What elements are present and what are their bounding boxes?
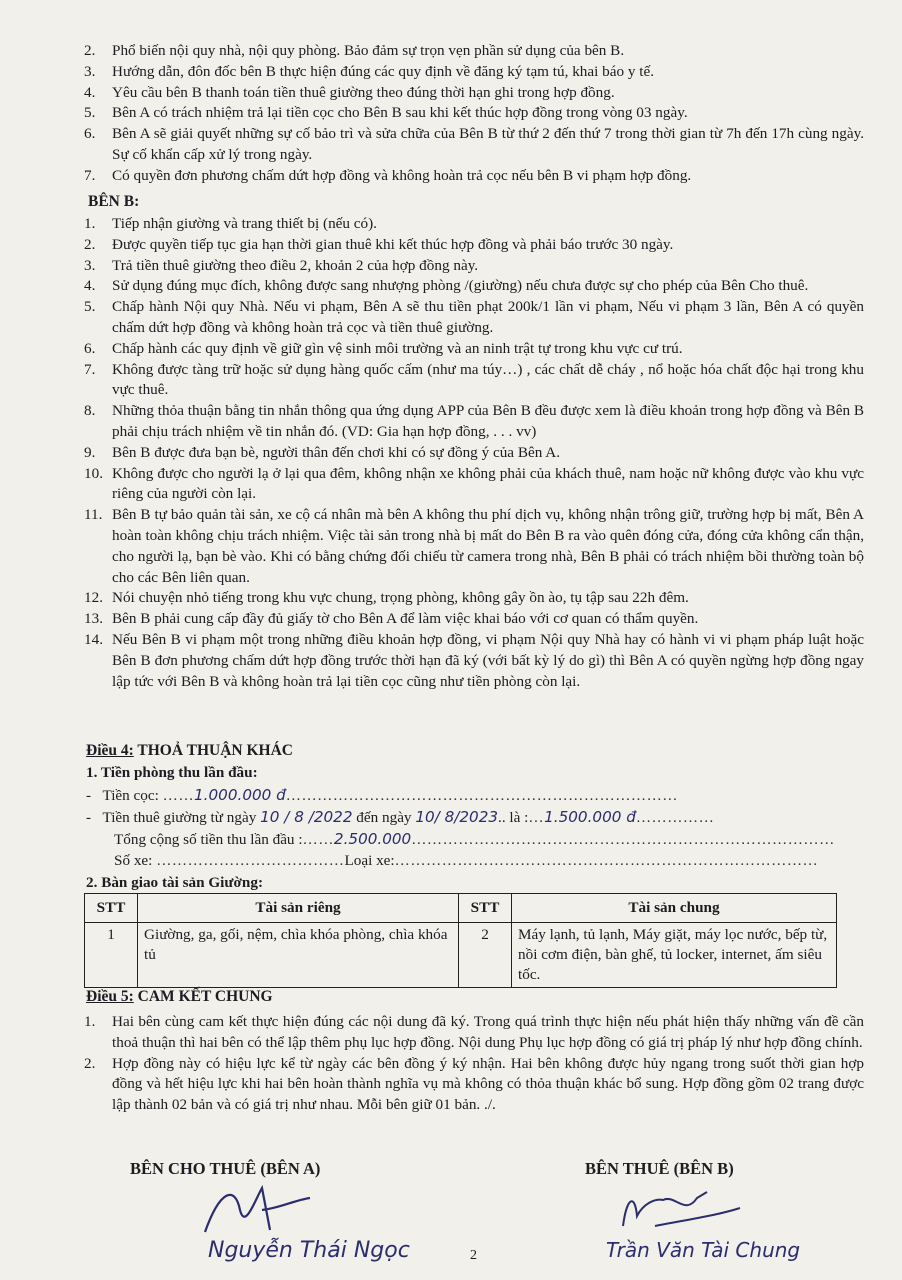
list-item xyxy=(84,1012,864,1054)
col-stt-2: STT xyxy=(459,894,512,923)
tien-thue-to: 10/ 8/2023 xyxy=(415,808,499,826)
so-xe-line: Số xe: ………………………………Loại xe:……………………………………………………………………… xyxy=(114,852,819,869)
list-item-number: 5. xyxy=(84,298,96,316)
party-a-signature xyxy=(200,1180,320,1240)
party-a-name: Nguyễn Thái Ngọc xyxy=(208,1238,410,1263)
list-item-text: Không được cho người lạ ở lại qua đêm, không nhận xe không phải của khách thuê, nam hoặc nữ không được vào khu vực riêng của người còn lại. xyxy=(112,464,864,503)
list-item xyxy=(84,588,864,609)
list-item-text: Sử dụng đúng mục đích, không được sang nhượng phòng /(giường) nếu chưa được sự cho phép của Bên Cho thuê. xyxy=(112,277,809,295)
tong-cong-line: Tổng cộng số tiền thu lần đầu :……2.500.000……………………………………………………………………… xyxy=(114,830,835,848)
dieu-5-list xyxy=(84,1012,864,1116)
list-item-number: 2. xyxy=(84,1054,96,1072)
ben-a-obligations-list xyxy=(84,41,864,187)
dieu-4-sub-1: 1. Tiền phòng thu lần đầu: xyxy=(86,764,258,781)
col-tai-san-rieng: Tài sản riêng xyxy=(138,894,459,923)
loai-xe-label: Loại xe: xyxy=(344,852,395,869)
list-item-text: Chấp hành Nội quy Nhà. Nếu vi phạm, Bên A sẽ thu tiền phạt 200k/1 lần vi phạm, Nếu vi phạm 3 lần, Bên A có quyền chấm dứt hợp đồng và không hoàn trả cọc và tiền thuê giường. xyxy=(112,298,864,336)
tien-thue-la: .. là : xyxy=(498,809,529,826)
tien-thue-label: Tiền thuê giường từ ngày xyxy=(102,809,261,826)
list-item-number: 7. xyxy=(84,360,96,378)
tien-coc-line: - Tiền cọc: ……1.000.000 đ………………………………………………………………… xyxy=(86,786,678,804)
list-item xyxy=(84,83,864,104)
list-item-text: Bên B phải cung cấp đầy đủ giấy tờ cho Bên A để làm việc khai báo với cơ quan có thẩm quyền. xyxy=(112,610,699,628)
list-item xyxy=(84,62,864,83)
tai-san-chung-cell: Máy lạnh, tủ lạnh, Máy giặt, máy lọc nước, bếp từ, nồi cơm điện, bàn ghế, tủ locker, internet, ấm siêu tốc. xyxy=(512,923,837,988)
tien-thue-value: 1.500.000 đ xyxy=(544,808,636,826)
dieu-5-title xyxy=(86,988,273,1006)
dieu-4-title xyxy=(86,742,293,760)
list-item-text: Bên A có trách nhiệm trả lại tiền cọc cho Bên B sau khi kết thúc hợp đồng trong vòng 03 ngày. xyxy=(112,104,688,122)
col-stt-1: STT xyxy=(85,894,138,923)
list-item-text: Không được tàng trữ hoặc sử dụng hàng quốc cấm (như ma túy…) , các chất dễ cháy , nổ hoặc hóa chất độc hại trong khu vực thuê. xyxy=(112,360,864,399)
ben-b-heading: BÊN B: xyxy=(88,193,140,210)
tong-cong-label: Tổng cộng số tiền thu lần đầu : xyxy=(114,831,303,848)
list-item-number: 3. xyxy=(84,62,96,80)
party-b-signature xyxy=(615,1186,745,1236)
list-item-number: 2. xyxy=(84,42,96,59)
list-item-number: 9. xyxy=(84,443,96,461)
list-item xyxy=(84,235,864,256)
list-item-number: 8. xyxy=(84,402,96,420)
list-item-number: 14. xyxy=(84,630,103,648)
dieu-5-label: Điều 5: xyxy=(86,988,134,1005)
list-item-text: Bên B được đưa bạn bè, người thân đến chơi khi có sự đồng ý của Bên A. xyxy=(112,443,561,461)
list-item-text: Trả tiền thuê giường theo điều 2, khoản 2 của hợp đồng này. xyxy=(112,256,479,274)
list-item-number: 6. xyxy=(84,339,96,357)
dieu-5-title-text: CAM KẾT CHUNG xyxy=(133,988,273,1005)
tai-san-rieng-cell: Giường, ga, gối, nệm, chìa khóa phòng, chìa khóa tủ xyxy=(138,923,459,988)
list-item-text: Chấp hành các quy định về giữ gìn vệ sinh môi trường và an ninh trật tự trong khu vực cư trú. xyxy=(112,339,683,357)
ben-b-obligations-list xyxy=(84,214,864,692)
page-number: 2 xyxy=(470,1248,477,1263)
so-xe-label: Số xe: xyxy=(114,852,157,869)
list-item-text: Bên A sẽ giải quyết những sự cố bảo trì và sửa chữa của Bên B từ thứ 2 đến thứ 7 trong thời gian từ 7h đến 17h cùng ngày. Sự cố khẩn cấp xử lý trong ngày. xyxy=(112,125,864,163)
list-item-text: Nếu Bên B vi phạm một trong những điều khoản hợp đồng, vi phạm Nội quy Nhà hay có hành vi vi phạm pháp luật hoặc Bên B đơn phương chấm dứt hợp đồng trước thời hạn đã ký (với bất kỳ lý do gì) thì Bên A có quyền ngừng hợp đồng ngay lập tức với Bên B và không hoàn trả lại tiền cọc cũng như tiền phòng còn lại. xyxy=(112,630,864,690)
list-item-text: Những thỏa thuận bằng tin nhắn thông qua ứng dụng APP của Bên B đều được xem là điều khoản trong hợp đồng và Bên B phải chịu trách nhiệm về tin nhắn đó. (VD: Gia hạn hợp đồng, . . . vv) xyxy=(112,402,864,440)
list-item-text: Bên B tự bảo quản tài sản, xe cộ cá nhân mà bên A không thu phí dịch vụ, không nhận trông giữ, trường hợp bị mất, Bên A hoàn toàn không chịu trách nhiệm. Việc tài sản trong nhà bị mất do Bên B ra vào quên đóng cửa, đóng cửa không cẩn thận, cho người lạ, bạn bè vào. Khi có bằng chứng đối chiếu từ camera trong nhà, Bên B phải có trách nhiệm bồi thường toàn bộ cho các Bên liên quan. xyxy=(112,506,864,586)
tien-coc-label: Tiền cọc: xyxy=(102,787,163,804)
stt-1-cell: 1 xyxy=(85,923,138,988)
list-item-number: 2. xyxy=(84,235,96,253)
list-item-text: Hướng dẫn, đôn đốc bên B thực hiện đúng các quy định về đăng ký tạm tú, khai báo y tế. xyxy=(112,62,655,80)
list-item-text: Yêu cầu bên B thanh toán tiền thuê giường theo đúng thời hạn ghi trong hợp đồng. xyxy=(112,83,615,101)
tien-thue-mid: đến ngày xyxy=(352,809,416,826)
list-item-number: 3. xyxy=(84,256,96,274)
list-item xyxy=(84,464,864,506)
list-item-text: Hợp đồng này có hiệu lực kể từ ngày các bên đồng ý ký nhận. Hai bên không được hủy ngang trong suốt thời gian hợp đồng và hết hiệu lực khi hai bên hoàn thành nghĩa vụ mà không có thỏa thuận khác bổ sung. Hợp đồng gồm 02 trang được lập thành 02 bản và có giá trị như nhau. Mỗi bên giữ 01 bản. ./. xyxy=(112,1054,864,1114)
party-b-title: BÊN THUÊ (BÊN B) xyxy=(585,1159,734,1178)
list-item xyxy=(84,609,864,630)
list-item xyxy=(84,630,864,692)
list-item xyxy=(84,276,864,297)
stt-2-cell: 2 xyxy=(459,923,512,988)
col-tai-san-chung: Tài sản chung xyxy=(512,894,837,923)
list-item-text: Tiếp nhận giường và trang thiết bị (nếu có). xyxy=(112,215,377,232)
asset-table-header-row xyxy=(85,894,837,923)
list-item-number: 10. xyxy=(84,464,103,482)
list-item xyxy=(84,103,864,124)
tong-cong-value: 2.500.000 xyxy=(333,830,412,848)
list-item xyxy=(84,339,864,360)
dieu-4-title-text: THOẢ THUẬN KHÁC xyxy=(133,742,293,759)
dieu-4-label: Điều 4: xyxy=(86,742,134,759)
list-item xyxy=(84,297,864,339)
list-item-number: 4. xyxy=(84,83,96,101)
list-item-text: Được quyền tiếp tục gia hạn thời gian thuê khi kết thúc hợp đồng và phải báo trước 30 ngày. xyxy=(112,235,674,253)
list-item-number: 12. xyxy=(84,589,103,607)
list-item-number: 6. xyxy=(84,125,96,143)
list-item xyxy=(84,256,864,277)
list-item-text: Phổ biến nội quy nhà, nội quy phòng. Bảo đảm sự trọn vẹn phần sử dụng của bên B. xyxy=(112,42,625,59)
list-item-number: 4. xyxy=(84,277,96,295)
list-item xyxy=(84,505,864,588)
list-item-number: 5. xyxy=(84,104,96,122)
list-item xyxy=(84,360,864,402)
list-item xyxy=(84,41,864,62)
tien-thue-line: - Tiền thuê giường từ ngày 10 / 8 /2022 đến ngày 10/ 8/2023.. là :…1.500.000 đ…………… xyxy=(86,808,715,826)
tien-coc-value: 1.000.000 đ xyxy=(194,786,286,804)
party-a-title: BÊN CHO THUÊ (BÊN A) xyxy=(130,1159,321,1178)
list-item-number: 1. xyxy=(84,215,96,232)
asset-table xyxy=(84,893,837,988)
list-item xyxy=(84,214,864,235)
list-item-number: 1. xyxy=(84,1013,96,1030)
list-item xyxy=(84,124,864,166)
list-item xyxy=(84,1054,864,1116)
tien-thue-from: 10 / 8 /2022 xyxy=(260,808,353,826)
list-item-number: 13. xyxy=(84,610,103,628)
list-item xyxy=(84,443,864,464)
dieu-4-sub-2: 2. Bàn giao tài sản Giường: xyxy=(86,874,264,891)
list-item-text: Có quyền đơn phương chấm dứt hợp đồng và không hoàn trả cọc nếu bên B vi phạm hợp đồng. xyxy=(112,166,692,184)
list-item-text: Nói chuyện nhỏ tiếng trong khu vực chung, trọng phòng, không gây ồn ào, tụ tập sau 22h đêm. xyxy=(112,589,689,607)
list-item xyxy=(84,401,864,443)
list-item-number: 7. xyxy=(84,166,96,184)
list-item xyxy=(84,166,864,187)
party-b-name: Trần Văn Tài Chung xyxy=(606,1238,801,1262)
list-item-number: 11. xyxy=(84,506,103,524)
table-row xyxy=(85,923,837,988)
list-item-text: Hai bên cùng cam kết thực hiện đúng các nội dung đã ký. Trong quá trình thực hiện nếu phát hiện thấy những vấn đề cần thoả thuận thì hai bên có thể lập thêm phụ lục hợp đồng. Nội dung Phụ lục hợp đồng có giá trị pháp lý như hợp đồng chính. xyxy=(112,1013,864,1051)
